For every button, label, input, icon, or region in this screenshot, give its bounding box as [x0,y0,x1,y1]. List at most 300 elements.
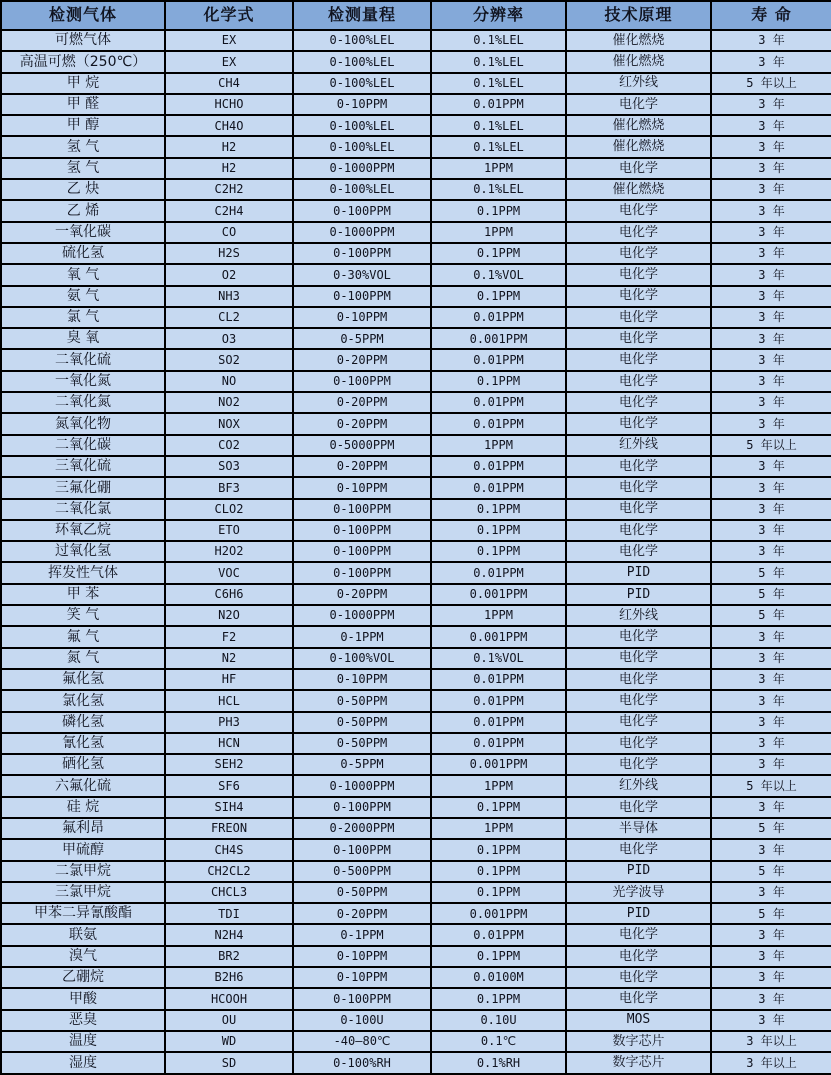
table-cell: ETO [165,520,293,541]
table-cell: 过氧化氢 [1,541,165,562]
table-cell: 可燃气体 [1,30,165,51]
table-cell: 3 年 [711,797,831,818]
table-cell: 光学波导 [566,882,711,903]
table-cell: 电化学 [566,200,711,221]
table-cell: 甲 苯 [1,584,165,605]
table-row [1,626,831,647]
table-cell: 0-100PPM [293,286,431,307]
table-cell: 3 年 [711,924,831,945]
table-cell: 0-30%VOL [293,264,431,285]
table-cell: 0.01PPM [431,349,566,370]
table-cell: 电化学 [566,797,711,818]
table-row [1,669,831,690]
table-cell: 二氧化氮 [1,392,165,413]
table-cell: 0-100%LEL [293,73,431,94]
table-row [1,307,831,328]
table-cell: 二氧化氯 [1,499,165,520]
table-cell: 0.1PPM [431,882,566,903]
table-cell: 0.001PPM [431,328,566,349]
table-cell: 0-100%LEL [293,115,431,136]
table-cell: 电化学 [566,456,711,477]
table-cell: C2H4 [165,200,293,221]
table-cell: 二氯甲烷 [1,861,165,882]
table-cell: 电化学 [566,286,711,307]
table-cell: 5 年 [711,818,831,839]
table-row [1,733,831,754]
table-cell: 3 年 [711,349,831,370]
table-cell: 0-100PPM [293,243,431,264]
table-cell: 3 年 [711,733,831,754]
table-cell: TDI [165,903,293,924]
table-cell: 0-100%LEL [293,30,431,51]
table-cell: B2H6 [165,967,293,988]
table-cell: 溴气 [1,946,165,967]
table-body [1,30,831,1074]
table-cell: WD [165,1031,293,1052]
table-cell: 氧 气 [1,264,165,285]
table-cell: 0.1℃ [431,1031,566,1052]
table-cell: CLO2 [165,499,293,520]
table-row [1,1010,831,1031]
table-cell: 3 年 [711,967,831,988]
table-cell: 0.1%LEL [431,115,566,136]
table-row [1,1031,831,1052]
table-row [1,690,831,711]
table-cell: 1PPM [431,818,566,839]
table-cell: 硫化氢 [1,243,165,264]
table-cell: 0-50PPM [293,690,431,711]
table-row [1,797,831,818]
header-lifespan: 寿 命 [711,1,831,30]
table-cell: 电化学 [566,733,711,754]
table-cell: 六氟化硫 [1,775,165,796]
table-cell: HCHO [165,94,293,115]
table-cell: 0.01PPM [431,456,566,477]
table-cell: 0.1%VOL [431,648,566,669]
table-cell: BF3 [165,477,293,498]
table-cell: N2H4 [165,924,293,945]
table-cell: NH3 [165,286,293,307]
table-cell: 1PPM [431,605,566,626]
table-cell: 三氯甲烷 [1,882,165,903]
table-cell: 0-10PPM [293,669,431,690]
table-cell: 三氟化硼 [1,477,165,498]
table-cell: 电化学 [566,371,711,392]
table-cell: 一氧化碳 [1,222,165,243]
table-cell: 3 年 [711,541,831,562]
table-cell: 二氧化硫 [1,349,165,370]
table-row [1,371,831,392]
table-cell: 3 年 [711,51,831,72]
table-cell: 数字芯片 [566,1031,711,1052]
table-row [1,264,831,285]
table-cell: H2O2 [165,541,293,562]
table-cell: 5 年 [711,584,831,605]
table-cell: 5 年以上 [711,775,831,796]
table-cell: 3 年 [711,328,831,349]
table-cell: PID [566,903,711,924]
table-cell: F2 [165,626,293,647]
table-cell: O2 [165,264,293,285]
table-cell: 3 年 [711,839,831,860]
table-cell: 电化学 [566,222,711,243]
header-detection-range: 检测量程 [293,1,431,30]
table-cell: 氟化氢 [1,669,165,690]
table-cell: 红外线 [566,775,711,796]
table-cell: 3 年 [711,307,831,328]
table-cell: 电化学 [566,392,711,413]
table-cell: 0.01PPM [431,307,566,328]
table-cell: 氮氧化物 [1,413,165,434]
table-cell: SIH4 [165,797,293,818]
table-row [1,1052,831,1074]
table-cell: 电化学 [566,94,711,115]
table-cell: 3 年 [711,1010,831,1031]
table-cell: 高温可燃（250℃） [1,51,165,72]
table-cell: VOC [165,562,293,583]
table-cell: 0-10PPM [293,946,431,967]
table-cell: EX [165,51,293,72]
table-cell: 联氨 [1,924,165,945]
table-cell: 0.1PPM [431,988,566,1009]
table-row [1,349,831,370]
table-cell: 半导体 [566,818,711,839]
table-cell: 0.1%LEL [431,179,566,200]
table-cell: 3 年 [711,946,831,967]
table-cell: 0-20PPM [293,584,431,605]
table-cell: 0-100%VOL [293,648,431,669]
table-cell: 电化学 [566,349,711,370]
table-cell: PID [566,861,711,882]
table-cell: HCN [165,733,293,754]
table-cell: 电化学 [566,413,711,434]
table-cell: 5 年以上 [711,435,831,456]
table-cell: 挥发性气体 [1,562,165,583]
header-technology: 技术原理 [566,1,711,30]
table-cell: 0-500PPM [293,861,431,882]
table-cell: 0.1PPM [431,499,566,520]
table-cell: NO2 [165,392,293,413]
table-cell: 0-100%RH [293,1052,431,1074]
table-cell: 0-5000PPM [293,435,431,456]
table-cell: 0.1%LEL [431,73,566,94]
table-cell: 电化学 [566,243,711,264]
table-cell: 1PPM [431,222,566,243]
table-cell: 3 年 [711,626,831,647]
table-cell: 0-20PPM [293,349,431,370]
table-cell: 0.1%VOL [431,264,566,285]
table-cell: SF6 [165,775,293,796]
table-cell: 3 年 [711,371,831,392]
table-cell: 0-20PPM [293,392,431,413]
table-cell: 氨 气 [1,286,165,307]
table-cell: 0.1%LEL [431,30,566,51]
table-cell: CH4S [165,839,293,860]
table-cell: 3 年 [711,477,831,498]
table-cell: 0.0100M [431,967,566,988]
table-cell: 0-10PPM [293,307,431,328]
table-cell: 0.01PPM [431,392,566,413]
table-cell: 5 年 [711,605,831,626]
table-cell: 电化学 [566,946,711,967]
table-cell: 3 年 [711,499,831,520]
table-cell: 0-100%LEL [293,136,431,157]
table-cell: 0.01PPM [431,413,566,434]
table-cell: 0-100PPM [293,988,431,1009]
table-cell: FREON [165,818,293,839]
table-cell: N2O [165,605,293,626]
table-cell: 氯化氢 [1,690,165,711]
header-gas-name: 检测气体 [1,1,165,30]
table-cell: 氢 气 [1,136,165,157]
table-cell: 0.1PPM [431,541,566,562]
table-row [1,882,831,903]
table-cell: 0.01PPM [431,733,566,754]
table-cell: 0.01PPM [431,712,566,733]
table-row [1,499,831,520]
table-cell: 0.1PPM [431,371,566,392]
table-cell: MOS [566,1010,711,1031]
table-row [1,924,831,945]
table-cell: 0.1%RH [431,1052,566,1074]
table-cell: 电化学 [566,988,711,1009]
table-cell: 氮 气 [1,648,165,669]
header-resolution: 分辨率 [431,1,566,30]
table-cell: CH2CL2 [165,861,293,882]
table-cell: 0-20PPM [293,413,431,434]
table-cell: 0-100PPM [293,839,431,860]
table-cell: 3 年以上 [711,1052,831,1074]
table-cell: 0-10PPM [293,477,431,498]
table-cell: HCOOH [165,988,293,1009]
table-cell: 0-100PPM [293,797,431,818]
table-cell: 电化学 [566,669,711,690]
table-cell: 1PPM [431,775,566,796]
table-cell: 电化学 [566,158,711,179]
table-cell: 氟利昂 [1,818,165,839]
table-header [1,1,831,30]
table-cell: 乙 炔 [1,179,165,200]
table-cell: 电化学 [566,520,711,541]
table-cell: 0-100PPM [293,371,431,392]
table-cell: 电化学 [566,626,711,647]
table-row [1,861,831,882]
table-cell: 电化学 [566,264,711,285]
table-cell: 红外线 [566,73,711,94]
table-cell: C6H6 [165,584,293,605]
table-row [1,903,831,924]
table-row [1,30,831,51]
table-cell: 乙 烯 [1,200,165,221]
table-cell: CH4 [165,73,293,94]
table-cell: 电化学 [566,648,711,669]
table-cell: SEH2 [165,754,293,775]
header-chemical-formula: 化学式 [165,1,293,30]
table-cell: 催化燃烧 [566,30,711,51]
table-cell: 3 年 [711,392,831,413]
table-cell: 0-100U [293,1010,431,1031]
table-cell: 3 年 [711,222,831,243]
table-cell: 笑 气 [1,605,165,626]
table-cell: 0-1PPM [293,626,431,647]
table-cell: 0-1000PPM [293,775,431,796]
table-cell: 1PPM [431,435,566,456]
table-cell: 3 年 [711,648,831,669]
table-cell: 电化学 [566,307,711,328]
table-row [1,754,831,775]
table-cell: CO2 [165,435,293,456]
table-cell: 氢 气 [1,158,165,179]
table-cell: 甲 醛 [1,94,165,115]
table-cell: BR2 [165,946,293,967]
table-cell: 3 年 [711,690,831,711]
table-cell: 数字芯片 [566,1052,711,1074]
table-cell: 0.01PPM [431,477,566,498]
table-cell: 0.1%LEL [431,51,566,72]
table-cell: 三氧化硫 [1,456,165,477]
table-cell: SO2 [165,349,293,370]
table-row [1,136,831,157]
table-cell: 0-10PPM [293,967,431,988]
table-cell: 3 年 [711,988,831,1009]
table-cell: HF [165,669,293,690]
table-row [1,200,831,221]
table-cell: 0-1000PPM [293,605,431,626]
table-cell: 0.1PPM [431,286,566,307]
table-cell: 0.1PPM [431,946,566,967]
table-cell: 3 年 [711,882,831,903]
table-cell: 0.01PPM [431,690,566,711]
table-cell: 3 年 [711,712,831,733]
table-cell: EX [165,30,293,51]
table-cell: OU [165,1010,293,1031]
table-cell: 0-100%LEL [293,51,431,72]
table-row [1,435,831,456]
table-row [1,51,831,72]
table-cell: NO [165,371,293,392]
table-row [1,73,831,94]
table-row [1,94,831,115]
table-cell: 甲硫醇 [1,839,165,860]
table-row [1,243,831,264]
table-row [1,775,831,796]
table-cell: 0-1PPM [293,924,431,945]
table-cell: 3 年以上 [711,1031,831,1052]
table-cell: 3 年 [711,94,831,115]
table-cell: 3 年 [711,754,831,775]
table-cell: C2H2 [165,179,293,200]
table-cell: 甲酸 [1,988,165,1009]
table-cell: 臭 氧 [1,328,165,349]
table-cell: 3 年 [711,158,831,179]
table-row [1,392,831,413]
table-cell: 电化学 [566,754,711,775]
table-row [1,520,831,541]
table-cell: H2 [165,136,293,157]
table-cell: O3 [165,328,293,349]
table-cell: 甲 烷 [1,73,165,94]
table-cell: 0.001PPM [431,903,566,924]
table-cell: 氟 气 [1,626,165,647]
table-cell: 电化学 [566,712,711,733]
table-cell: 0.1PPM [431,200,566,221]
table-cell: 0-50PPM [293,712,431,733]
table-cell: 0-1000PPM [293,222,431,243]
table-row [1,328,831,349]
table-cell: CH4O [165,115,293,136]
table-cell: 3 年 [711,243,831,264]
table-cell: 3 年 [711,264,831,285]
table-cell: 0.1PPM [431,861,566,882]
table-cell: 0-100PPM [293,541,431,562]
table-cell: 0-100PPM [293,499,431,520]
table-cell: 0.01PPM [431,669,566,690]
table-row [1,286,831,307]
table-cell: 电化学 [566,690,711,711]
table-row [1,158,831,179]
table-cell: 1PPM [431,158,566,179]
table-cell: 0.10U [431,1010,566,1031]
table-cell: 0-2000PPM [293,818,431,839]
table-cell: 催化燃烧 [566,136,711,157]
table-cell: 0.001PPM [431,626,566,647]
table-row [1,477,831,498]
table-cell: CHCL3 [165,882,293,903]
table-cell: -40—80℃ [293,1031,431,1052]
table-cell: 电化学 [566,541,711,562]
table-cell: 3 年 [711,200,831,221]
table-cell: 5 年 [711,903,831,924]
table-cell: SO3 [165,456,293,477]
table-cell: 5 年 [711,562,831,583]
table-cell: 0-20PPM [293,903,431,924]
table-cell: 0-100PPM [293,200,431,221]
table-cell: 温度 [1,1031,165,1052]
table-cell: 0-5PPM [293,328,431,349]
table-cell: HCL [165,690,293,711]
table-cell: 3 年 [711,136,831,157]
table-row [1,605,831,626]
table-row [1,988,831,1009]
table-cell: 催化燃烧 [566,51,711,72]
table-cell: 硒化氢 [1,754,165,775]
table-cell: 电化学 [566,924,711,945]
table-row [1,115,831,136]
table-cell: 3 年 [711,286,831,307]
table-cell: 湿度 [1,1052,165,1074]
table-cell: H2 [165,158,293,179]
table-cell: 5 年 [711,861,831,882]
table-cell: 二氧化碳 [1,435,165,456]
table-cell: 0-50PPM [293,733,431,754]
table-cell: 电化学 [566,328,711,349]
table-cell: CL2 [165,307,293,328]
table-cell: 3 年 [711,456,831,477]
table-row [1,839,831,860]
table-cell: 0-50PPM [293,882,431,903]
table-row [1,648,831,669]
table-cell: 硅 烷 [1,797,165,818]
table-cell: NOX [165,413,293,434]
table-cell: 催化燃烧 [566,115,711,136]
table-cell: 0.01PPM [431,562,566,583]
table-cell: 0.01PPM [431,924,566,945]
table-cell: 5 年以上 [711,73,831,94]
table-row [1,584,831,605]
table-row [1,541,831,562]
table-cell: 3 年 [711,669,831,690]
table-cell: 0.01PPM [431,94,566,115]
